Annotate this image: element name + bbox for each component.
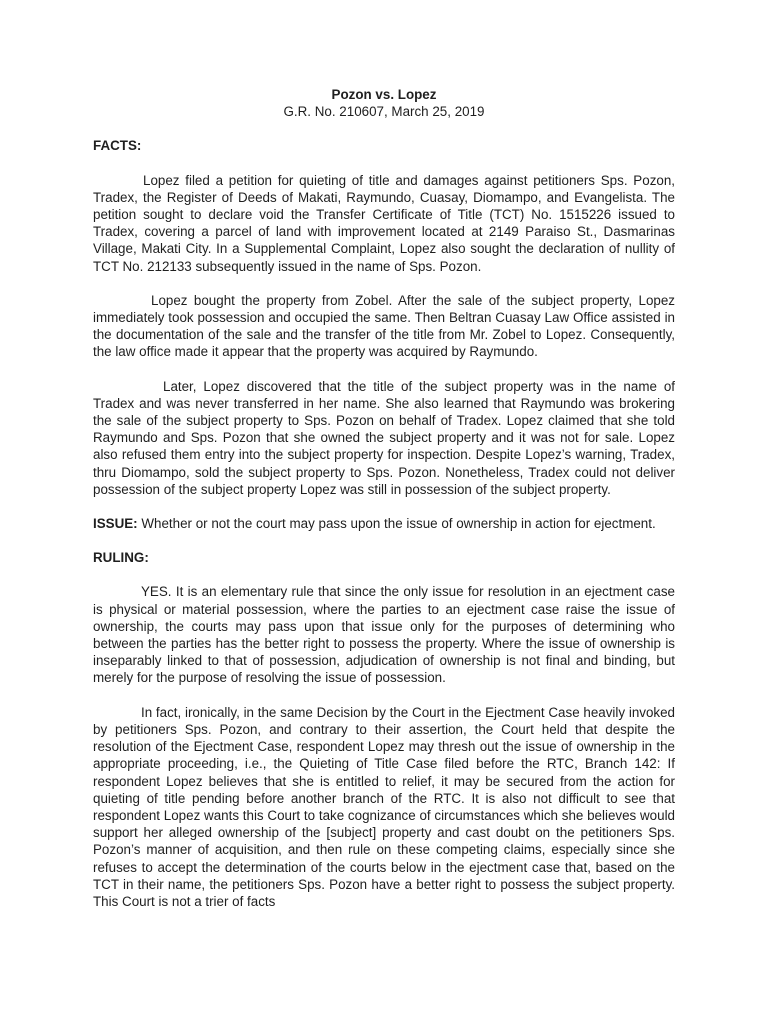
document-page xyxy=(93,86,675,910)
spacer xyxy=(93,275,675,292)
facts-heading: FACTS: xyxy=(93,138,142,154)
spacer xyxy=(93,361,675,378)
issue-text: Whether or not the court may pass upon the issue of ownership in action for ejectment. xyxy=(137,516,656,532)
facts-paragraph-3: Later, Lopez discovered that the title of the subject property was in the name of Tradex and was never transferred in her name. She also learned that Raymundo was brokering the sale of the subject property to Sps. Pozon on behalf of Tradex. Lopez claimed that she told Raymundo and Sps. Pozon that she owned the subject property and it was not for sale. Lopez also refused them entry into the subject property for inspection. Despite Lopez’s warning, Tradex, thru Diomampo, sold the subject property to Sps. Pozon. Nonetheless, Tradex could not deliver possession of the subject property Lopez was still in possession of the subject property. xyxy=(93,378,675,497)
facts-paragraph-2: Lopez bought the property from Zobel. After the sale of the subject property, Lopez immediately took possession and occupied the same. Then Beltran Cuasay Law Office assisted in the documentation of the sale and the transfer of the title from Mr. Zobel to Lopez. Consequently, the law office made it appear that the property was acquired by Raymundo. xyxy=(93,292,675,360)
case-citation: G.R. No. 210607, March 25, 2019 xyxy=(283,104,485,120)
spacer xyxy=(93,532,675,549)
spacer xyxy=(93,120,675,137)
ruling-paragraph-2: In fact, ironically, in the same Decision by the Court in the Ejectment Case heavily invoked by petitioners Sps. Pozon, and contrary to their assertion, the Court held that despite the resolution of the Ejectment Case, respondent Lopez may thresh out the issue of ownership in the appropriate proceeding, i.e., the Quieting of Title Case filed before the RTC, Branch 142: If respondent Lopez believes that she is entitled to relief, it may be secured from the action for quieting of title pending before another branch of the RTC. It is also not difficult to see that respondent Lopez wants this Court to take cognizance of circumstances which she believes would support her alleged ownership of the [subject] property and cast doubt on the petitioners Sps. Pozon’s manner of acquisition, and then rule on these competing claims, especially since she refuses to accept the determination of the courts below in the ejectment case that, based on the TCT in their name, the petitioners Sps. Pozon have a better right to possess the subject property. This Court is not a trier of facts xyxy=(93,704,675,909)
facts-paragraph-1: Lopez filed a petition for quieting of title and damages against petitioners Sps. Pozon, Tradex, the Register of Deeds of Makati, Raymundo, Cuasay, Diomampo, and Evangelista. The petition sought to declare void the Transfer Certificate of Title (TCT) No. 1515226 issued to Tradex, covering a parcel of land with improvement located at 2149 Paraiso St., Dasmarinas Village, Makati City. In a Supplemental Complaint, Lopez also sought the declaration of nullity of TCT No. 212133 subsequently issued in the name of Sps. Pozon. xyxy=(93,172,675,274)
issue-label: ISSUE: xyxy=(93,516,138,532)
issue-paragraph xyxy=(93,515,675,532)
ruling-paragraph-1: YES. It is an elementary rule that since the only issue for resolution in an ejectment case is physical or material possession, where the parties to an ejectment case raise the issue of ownership, the courts may pass upon that issue only for the purposes of determining who between the parties has the better right to possess the property. Where the issue of ownership is inseparably linked to that of possession, adjudication of ownership is not final and binding, but merely for the purpose of resolving the issue of possession. xyxy=(93,584,675,686)
spacer xyxy=(93,566,675,583)
case-title: Pozon vs. Lopez xyxy=(331,87,437,102)
spacer xyxy=(93,498,675,515)
spacer xyxy=(93,155,675,172)
ruling-heading: RULING: xyxy=(93,550,149,566)
spacer xyxy=(93,687,675,704)
